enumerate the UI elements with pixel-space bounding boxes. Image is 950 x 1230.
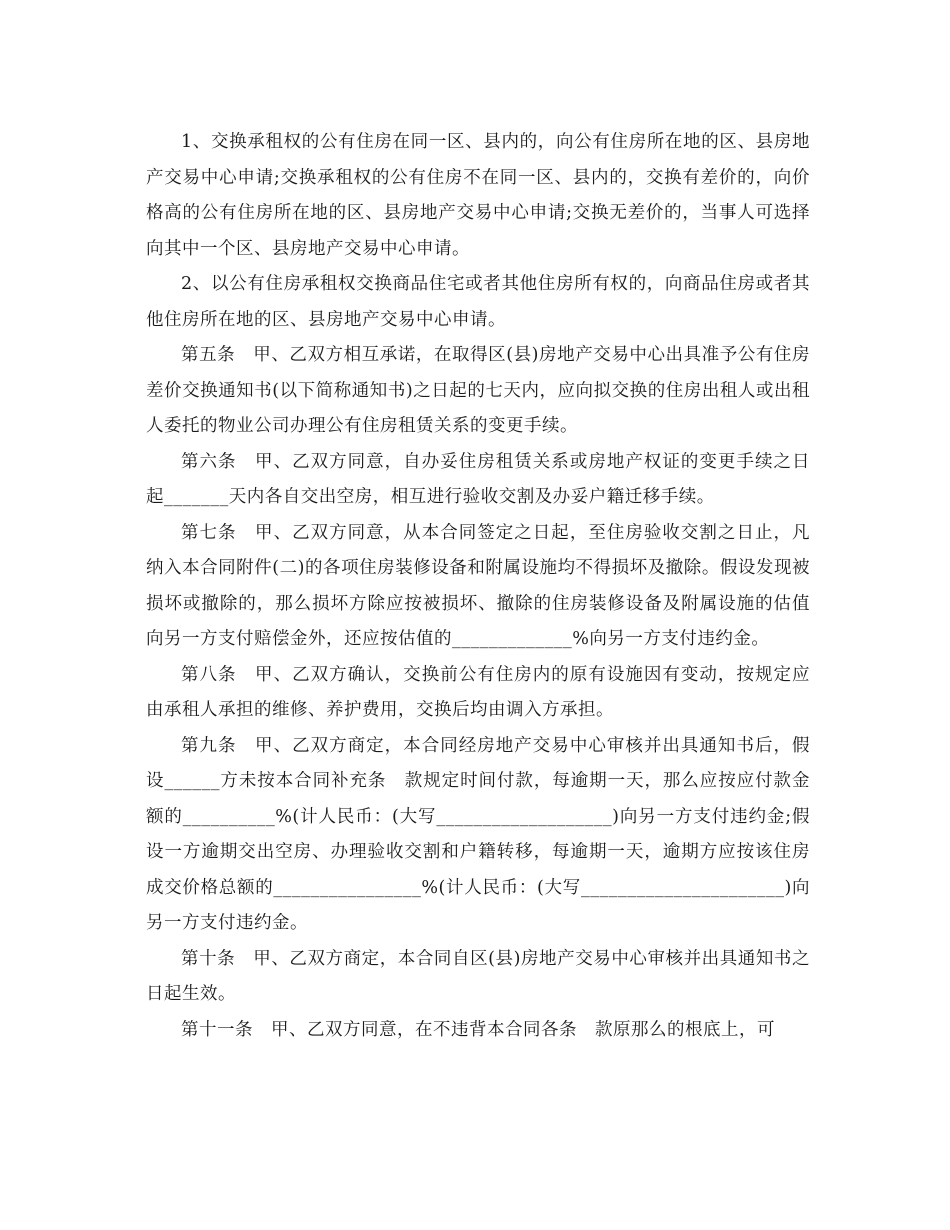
paragraph-item-2: 2、以公有住房承租权交换商品住宅或者其他住房所有权的，向商品住房或者其他住房所在地的区、县房地产交易中心申请。 <box>146 274 810 330</box>
article-8: 第八条 甲、乙双方确认，交换前公有住房内的原有设施因有变动，按规定应由承租人承担的维修、养护费用，交换后均由调入方承担。 <box>146 664 810 720</box>
article-10: 第十条 甲、乙双方商定，本合同自区(县)房地产交易中心审核并出具通知书之日起生效。 <box>146 948 810 1004</box>
article-7: 第七条 甲、乙双方同意，从本合同签定之日起，至住房验收交割之日止，凡纳入本合同附件(二)的各项住房装修设备和附属设施均不得损坏及撤除。假设发现被损坏或撤除的，那么损坏方除应按被损坏、撤除的住房装修设备及附属设施的估值向另一方支付赔偿金外，还应按估值的_____________%向另一方支付违约金。 <box>146 522 810 649</box>
article-6: 第六条 甲、乙双方同意，自办妥住房租赁关系或房地产权证的变更手续之日起_______天内各自交出空房，相互进行验收交割及办妥户籍迁移手续。 <box>146 451 810 507</box>
paragraph-item-1: 1、交换承租权的公有住房在同一区、县内的，向公有住房所在地的区、县房地产交易中心申请;交换承租权的公有住房不在同一区、县内的，交换有差价的，向价格高的公有住房所在地的区、县房地产交易中心申请;交换无差价的，当事人可选择向其中一个区、县房地产交易中心申请。 <box>146 132 810 259</box>
article-9: 第九条 甲、乙双方商定，本合同经房地产交易中心审核并出具通知书后，假设______方未按本合同补充条 款规定时间付款，每逾期一天，那么应按应付款金额的__________%(计人民币：(大写___________________)向另一方支付违约金;假设一方逾期交出空房、办理验收交割和户籍转移，每逾期一天，逾期方应按该住房成交价格总额的________________%(计人民币：(大写______________________)向另一方支付违约金。 <box>146 735 810 933</box>
article-11: 第十一条 甲、乙双方同意，在不违背本合同各条 款原那么的根底上，可 <box>181 1019 775 1040</box>
document-body <box>146 125 810 1048</box>
article-5: 第五条 甲、乙双方相互承诺，在取得区(县)房地产交易中心出具准予公有住房差价交换通知书(以下简称通知书)之日起的七天内，应向拟交换的住房出租人或出租人委托的物业公司办理公有住房租赁关系的变更手续。 <box>146 345 810 436</box>
